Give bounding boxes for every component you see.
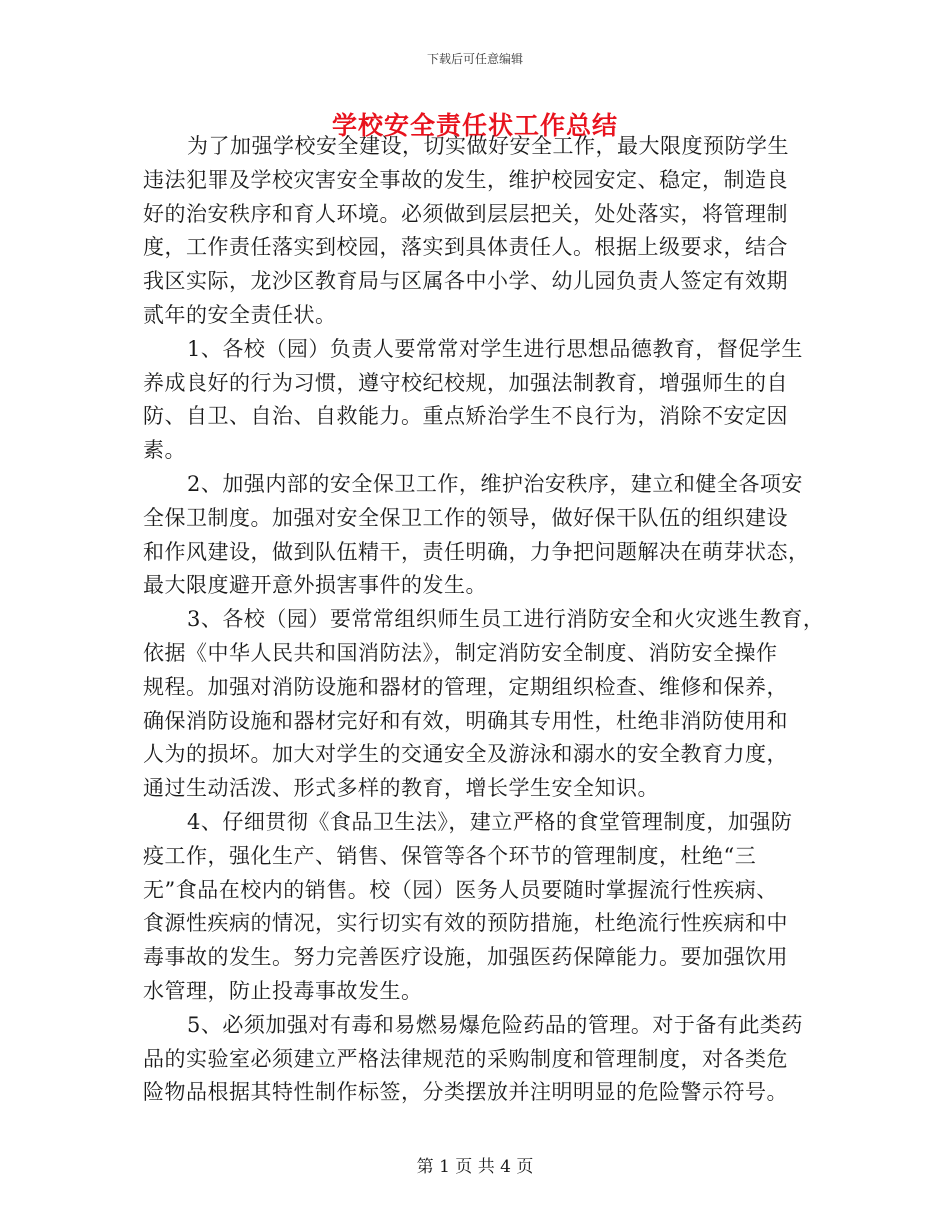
text-line: 贰年的安全责任状。 — [143, 302, 337, 327]
text-line: 人为的损坏。加大对学生的交通安全及游泳和溺水的安全教育力度， — [143, 742, 788, 767]
text-line: 食源性疾病的情况，实行切实有效的预防措施，杜绝流行性疾病和中 — [143, 911, 788, 936]
text-line: 3、各校（园）要常常组织师生员工进行消防安全和火灾逃生教育， — [187, 607, 825, 632]
text-line: 和作风建设，做到队伍精干，责任明确，力争把问题解决在萌芽状态， — [143, 539, 810, 564]
text-line: 依据《中华人民共和国消防法》，制定消防安全制度、消防安全操作 — [143, 640, 778, 665]
text-line: 疫工作，强化生产、销售、保管等各个环节的管理制度，杜绝“三 — [143, 843, 757, 868]
page-footer: 第 1 页 共 4 页 — [416, 1157, 534, 1177]
text-line: 5、必须加强对有毒和易燃易爆危险药品的管理。对于备有此类药 — [187, 1012, 803, 1037]
text-line: 2、加强内部的安全保卫工作，维护治安秩序，建立和健全各项安 — [187, 471, 803, 496]
text-line: 1、各校（园）负责人要常常对学生进行思想品德教育，督促学生 — [187, 336, 803, 361]
text-line: 素。 — [143, 438, 186, 463]
text-line: 为了加强学校安全建设，切实做好安全工作，最大限度预防学生 — [187, 134, 789, 158]
document-title: 学校安全责任状工作总结 — [331, 111, 618, 140]
text-line: 4、仔细贯彻《食品卫生法》，建立严格的食堂管理制度，加强防 — [187, 809, 793, 834]
text-line: 好的治安秩序和育人环境。必须做到层层把关，处处落实，将管理制 — [143, 201, 788, 226]
text-line: 防、自卫、自治、自救能力。重点矫治学生不良行为，消除不安定因 — [143, 404, 788, 429]
text-line: 水管理，防止投毒事故发生。 — [143, 978, 423, 1003]
text-line: 毒事故的发生。努力完善医疗设施，加强医药保障能力。要加强饮用 — [143, 945, 788, 970]
header-note: 下载后可任意编辑 — [426, 52, 523, 66]
text-line: 无”食品在校内的销售。校（园）医务人员要随时掌握流行性疾病、 — [143, 877, 778, 902]
text-line: 确保消防设施和器材完好和有效，明确其专用性，杜绝非消防使用和 — [143, 708, 788, 733]
text-line: 通过生动活泼、形式多样的教育，增长学生安全知识。 — [143, 776, 659, 801]
document-body — [143, 130, 825, 1110]
text-line: 全保卫制度。加强对安全保卫工作的领导，做好保干队伍的组织建设 — [143, 505, 788, 530]
text-line: 度，工作责任落实到校园，落实到具体责任人。根据上级要求，结合 — [143, 235, 788, 260]
text-line: 规程。加强对消防设施和器材的管理，定期组织检查、维修和保养， — [143, 674, 788, 699]
text-line: 品的实验室必须建立严格法律规范的采购制度和管理制度，对各类危 — [143, 1046, 788, 1071]
text-line: 养成良好的行为习惯，遵守校纪校规，加强法制教育，增强师生的自 — [143, 370, 788, 395]
text-line: 违法犯罪及学校灾害安全事故的发生，维护校园安定、稳定，制造良 — [143, 167, 788, 192]
text-line: 最大限度避开意外损害事件的发生。 — [143, 573, 487, 598]
text-line: 险物品根据其特性制作标签，分类摆放并注明明显的危险警示符号。 — [143, 1080, 788, 1105]
text-line: 我区实际，龙沙区教育局与区属各中小学、幼儿园负责人签定有效期 — [143, 269, 788, 294]
